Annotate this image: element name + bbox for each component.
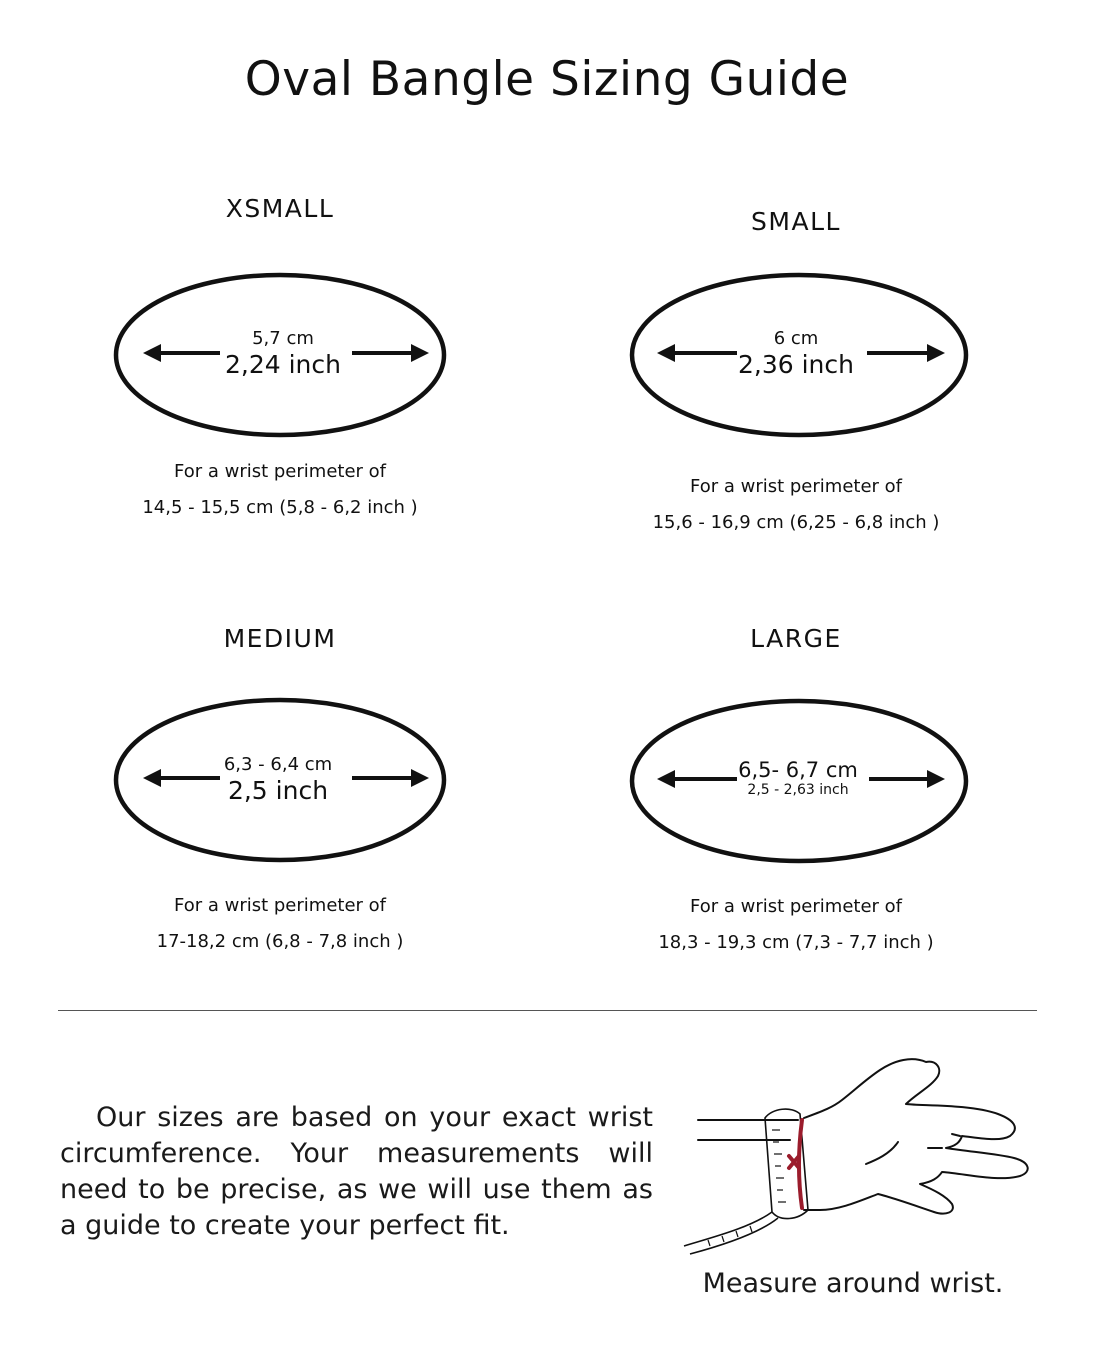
width-label	[596, 330, 996, 377]
section-divider	[58, 1010, 1037, 1011]
width-cm: 5,7 cm	[252, 328, 314, 349]
perimeter-text	[80, 454, 480, 526]
width-inch: 2,36 inch	[738, 350, 854, 379]
size-name: XSMALL	[225, 194, 335, 223]
perimeter-label: For a wrist perimeter of	[690, 476, 902, 497]
width-label	[598, 760, 998, 797]
width-inch: 2,24 inch	[225, 350, 341, 379]
width-label	[83, 330, 483, 377]
width-cm: 6 cm	[773, 328, 819, 349]
size-name: MEDIUM	[223, 624, 337, 653]
width-label	[78, 756, 478, 803]
size-card-large	[596, 622, 996, 962]
hand-with-measuring-tape-icon	[680, 1050, 1050, 1259]
width-cm: 6,5- 6,7 cm	[738, 758, 858, 782]
size-name: LARGE	[750, 624, 842, 653]
perimeter-text	[80, 888, 480, 960]
perimeter-range: 17-18,2 cm (6,8 - 7,8 inch )	[156, 931, 404, 952]
perimeter-label: For a wrist perimeter of	[174, 461, 386, 482]
size-card-small	[596, 190, 996, 540]
size-name: SMALL	[751, 207, 841, 236]
perimeter-label: For a wrist perimeter of	[174, 895, 386, 916]
size-card-medium	[80, 622, 480, 962]
width-cm: 6,3 - 6,4 cm	[223, 754, 333, 775]
measurement-instructions: Our sizes are based on your exact wrist circumference. Your measurements will need to be precise, as we will use them as a guide to create your perfect fit.	[60, 1102, 653, 1241]
size-card-xsmall	[80, 190, 480, 530]
perimeter-text	[596, 469, 996, 541]
perimeter-range: 18,3 - 19,3 cm (7,3 - 7,7 inch )	[658, 932, 934, 953]
perimeter-text	[596, 889, 996, 961]
width-inch: 2,5 - 2,63 inch	[747, 782, 849, 798]
illustration-caption: Measure around wrist.	[702, 1268, 1004, 1299]
page-title: Oval Bangle Sizing Guide	[244, 52, 850, 107]
perimeter-range: 14,5 - 15,5 cm (5,8 - 6,2 inch )	[142, 497, 418, 518]
perimeter-range: 15,6 - 16,9 cm (6,25 - 6,8 inch )	[652, 512, 940, 533]
perimeter-label: For a wrist perimeter of	[690, 896, 902, 917]
width-inch: 2,5 inch	[227, 776, 329, 805]
